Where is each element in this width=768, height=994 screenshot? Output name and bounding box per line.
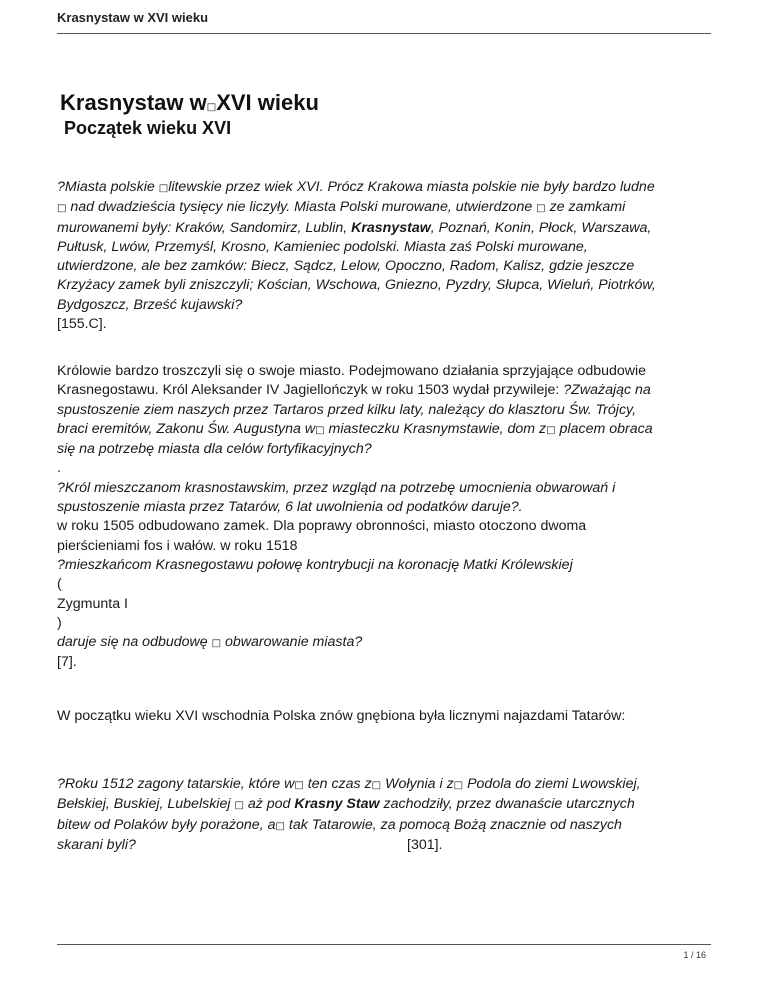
text-line: ?Miasta polskie □litewskie przez wiek XVI. Prócz Krakowa miasta polskie nie były bardzo ludne	[57, 179, 655, 195]
citation: [301].	[407, 836, 443, 853]
header-divider	[57, 33, 711, 34]
missing-glyph-box: □	[536, 203, 546, 215]
bold-place-name: Krasny Staw	[294, 796, 380, 813]
text-line: Krasnegostawu. Król Aleksander IV Jagiellończyk w roku 1503 wydał przywileje: ?Zważając na	[57, 382, 651, 399]
missing-glyph-box: □	[234, 800, 244, 812]
text-line: daruje się na odbudowę □ obwarowanie miasta?	[57, 634, 363, 651]
text-line: spustoszenie miasta przez Tatarów, 6 lat uwolnienia od podatków daruje?.	[57, 499, 523, 516]
text-line: Królowie bardzo troszczyli się o swoje miasto. Podejmowano działania sprzyjające odbudowie	[57, 363, 647, 379]
text-line: się na potrzebę miasta dla celów fortyfikacyjnych?	[57, 441, 372, 458]
missing-glyph-box: □	[57, 203, 67, 215]
bold-town-name: Krasnystaw	[351, 219, 431, 236]
text-line: pierścieniami fos i wałów. w roku 1518	[57, 537, 298, 554]
missing-glyph-box: □	[546, 424, 556, 436]
text-line: Krzyżacy zamek byli zniszczyli; Kościan, Wschowa, Gniezno, Pyzdry, Słupca, Wieluń, Piotrków,	[57, 277, 656, 294]
page-number: 1 / 16	[683, 950, 706, 960]
paragraph-towns	[57, 178, 727, 334]
text-line: )	[57, 614, 62, 631]
paragraph-quote-1512	[57, 775, 727, 855]
text-line: W początku wieku XVI wschodnia Polska znów gnębiona była licznymi najazdami Tatarów:	[57, 708, 626, 724]
text-line: skarani byli? [301].	[57, 836, 443, 853]
citation: [7].	[57, 654, 77, 671]
missing-glyph-box: □	[206, 102, 217, 113]
text-line: ?mieszkańcom Krasnegostawu połowę kontrybucji na koronację Matki Królewskiej	[57, 556, 573, 573]
title-part: Krasnystaw w	[60, 90, 207, 115]
text-line: ?Roku 1512 zagony tatarskie, które w□ ten czas z□ Wołynia i z□ Podola do ziemi Lwowskiej,	[57, 776, 641, 792]
missing-glyph-box: □	[275, 820, 285, 832]
paragraph-tatars-intro	[57, 707, 727, 726]
text-line: Pułtusk, Lwów, Przemyśl, Krosno, Kamieniec podolski. Miasta zaś Polski murowane,	[57, 238, 588, 255]
text-line: bitew od Polaków były porażone, a□ tak Tatarowie, za pomocą Bożą znacznie od naszych	[57, 816, 622, 833]
missing-glyph-box: □	[294, 780, 304, 791]
paragraph-privileges	[57, 362, 727, 673]
text-line: spustoszenie ziem naszych przez Tartaros przed kilku laty, należący do klasztoru Św. Trójcy,	[57, 401, 637, 418]
text-line: braci eremitów, Zakonu Św. Augustyna w□ miasteczku Krasnymstawie, dom z□ placem obraca	[57, 420, 653, 437]
text-line: Bydgoszcz, Brześć kujawski?	[57, 296, 243, 313]
text-line: .	[57, 460, 61, 477]
text-line: w roku 1505 odbudowano zamek. Dla poprawy obronności, miasto otoczono dwoma	[57, 518, 587, 535]
text-line: Bełskiej, Buskiej, Lubelskiej □ aż pod Krasny Staw zachodziły, przez dwanaście utarcznych	[57, 796, 635, 813]
text-line: ?Król mieszczanom krasnostawskim, przez wzgląd na potrzebę umocnienia obwarowań i	[57, 479, 616, 496]
citation: [155.C].	[57, 316, 107, 333]
missing-glyph-box: □	[453, 780, 464, 791]
text-line: utwierdzone, ale bez zamków: Biecz, Sądcz, Lelow, Opoczno, Radom, Kalisz, gdzie jeszcze	[57, 258, 635, 275]
missing-glyph-box: □	[371, 780, 382, 791]
page-title	[60, 90, 319, 116]
section-heading: Początek wieku XVI	[64, 118, 232, 138]
footer-divider	[57, 944, 711, 945]
running-header: Krasnystaw w XVI wieku	[57, 10, 209, 25]
title-part: XVI wieku	[216, 90, 319, 115]
text-line: □ nad dwadzieścia tysięcy nie liczyły. Miasta Polski murowane, utwierdzone □ ze zamkami	[57, 199, 626, 216]
missing-glyph-box: □	[315, 424, 325, 436]
missing-glyph-box: □	[158, 183, 169, 194]
text-line: (	[57, 576, 62, 593]
missing-glyph-box: □	[211, 638, 222, 650]
text-line: Zygmunta I	[57, 595, 128, 612]
text-line: murowanemi były: Kraków, Sandomirz, Lublin, Krasnystaw, Poznań, Konin, Płock, Warszawa,	[57, 219, 652, 236]
